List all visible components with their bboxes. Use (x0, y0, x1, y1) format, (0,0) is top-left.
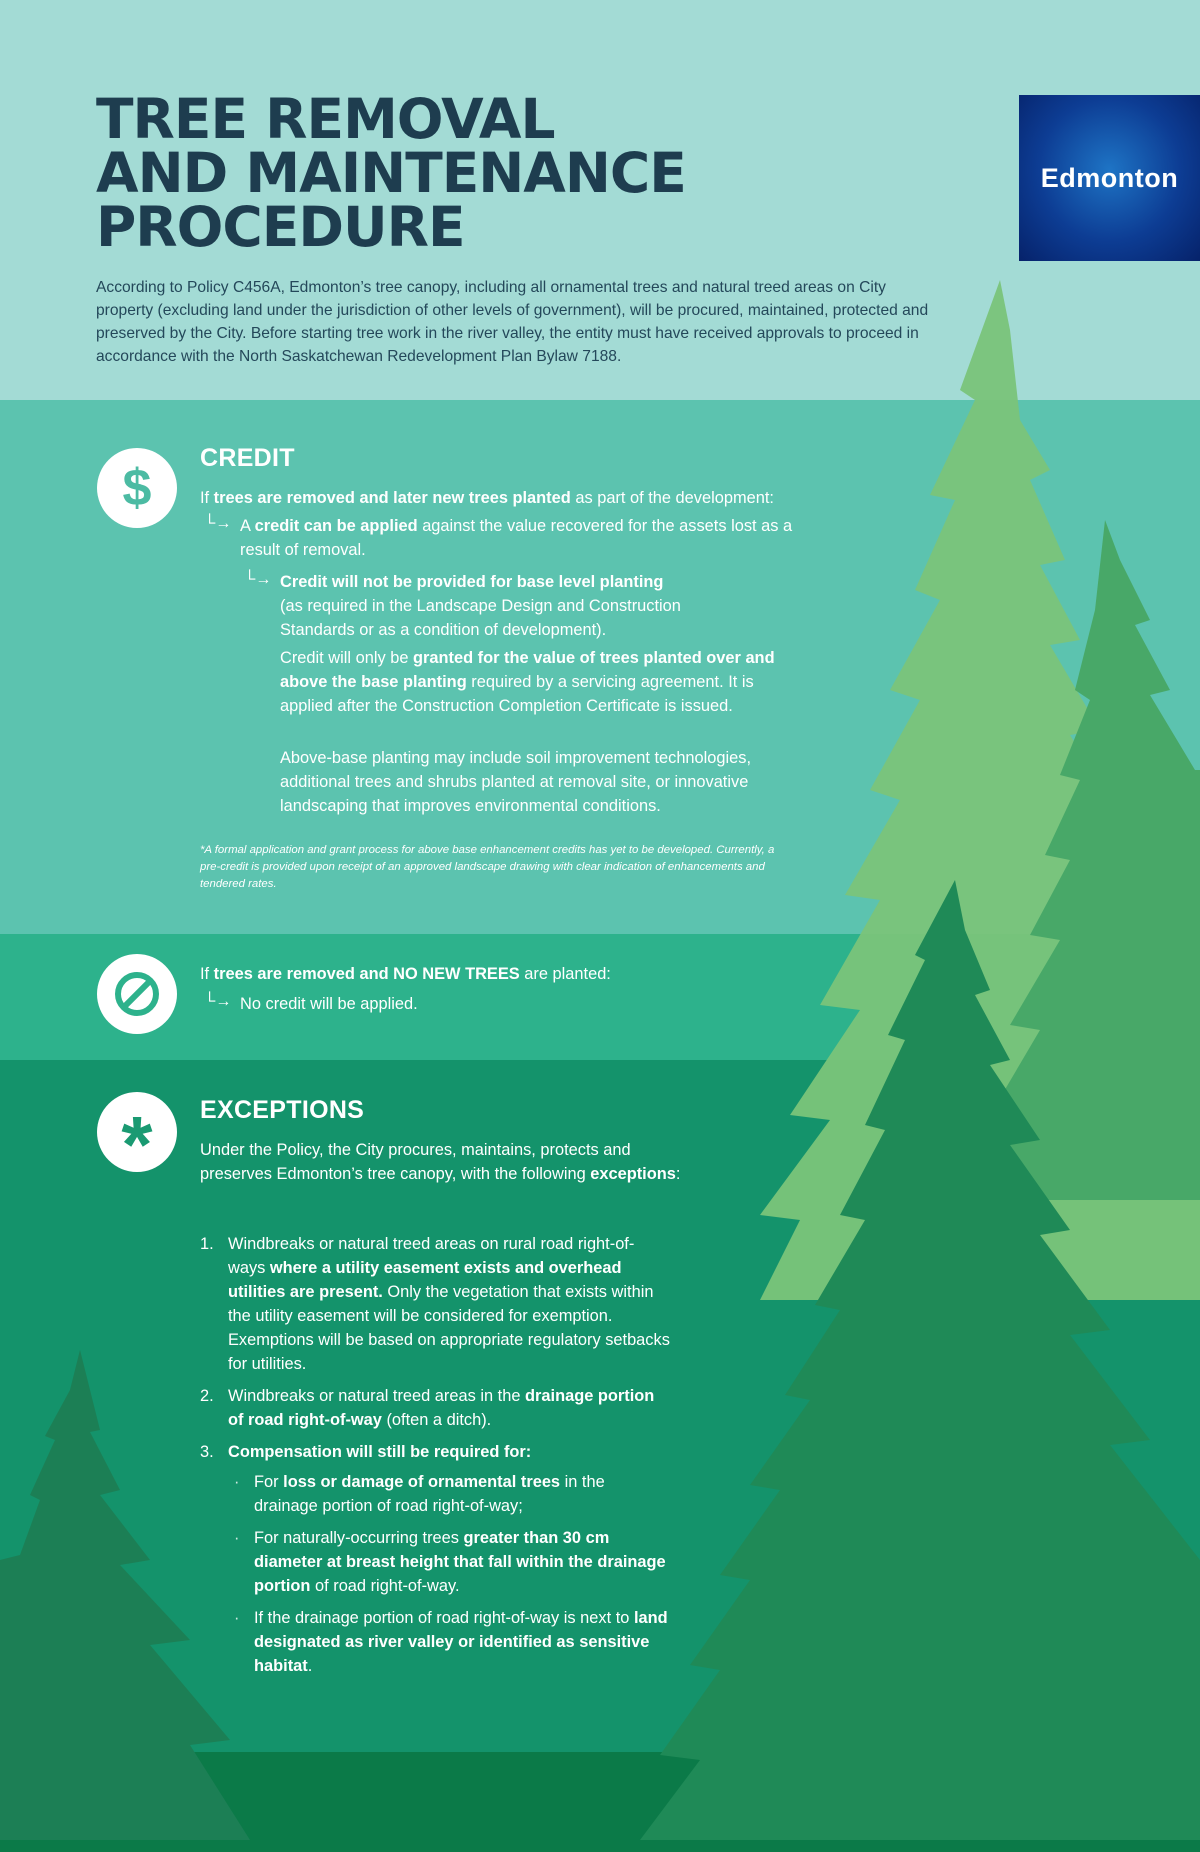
title-line-1: TREE REMOVAL (96, 87, 555, 151)
dollar-icon (97, 448, 177, 528)
exceptions-list (200, 1232, 670, 1686)
title-line-3: PROCEDURE (96, 195, 465, 259)
list-item: 3. Compensation will still be required for: · For loss or damage of ornamental trees in the drainage portion of road right-of-way; · For naturally-occurring trees greater than 30 cm diameter at breast height that fall within the drainage portion of road right-of-way. · If the drainage portion of road right-of-way is next to land designated as river valley or identified as sensitive habitat. (200, 1440, 670, 1678)
credit-footnote: *A formal application and grant process for above base enhancement credits has yet to be developed. Currently, a pre-credit is provided upon receipt of an approved landscape drawing with clear indication of enhancements and tendered rates. (200, 844, 775, 890)
dollar-glyph: $ (122, 459, 152, 517)
arrow-icon: └→ (204, 515, 232, 532)
sub-list-item: · For loss or damage of ornamental trees in the drainage portion of road right-of-way; (234, 1473, 605, 1515)
list-item: 1. Windbreaks or natural treed areas on rural road right-of-ways where a utility easement exists and overhead utilities are present. Only the vegetation that exists within the utility easement will be considered for exemption. Exemptions will be based on appropriate regulatory setbacks for utilities. (200, 1235, 670, 1373)
title-line-2: AND MAINTENANCE (96, 141, 686, 205)
credit-applied: A credit can be applied against the value recovered for the assets lost as a result of removal. (240, 517, 793, 559)
prohibited-icon (97, 954, 177, 1034)
sub-list-item: · If the drainage portion of road right-of-way is next to land designated as river valley or identified as sensitive habitat. (234, 1609, 668, 1675)
list-item: 2. Windbreaks or natural treed areas in the drainage portion of road right-of-way (often a ditch). (200, 1387, 655, 1429)
compensation-list (228, 1470, 670, 1678)
arrow-icon: └→ (204, 993, 232, 1010)
credit-above-base: Above-base planting may include soil improvement technologies, additional trees and shrubs planted at removal site, or innovative landscaping that improves environmental conditions. (280, 749, 752, 815)
sub-list-item: · For naturally-occurring trees greater than 30 cm diameter at breast height that fall within the drainage portion of road right-of-way. (234, 1529, 666, 1595)
asterisk-icon (97, 1092, 177, 1189)
page-title (96, 87, 686, 259)
no-credit-result: No credit will be applied. (240, 995, 418, 1013)
exceptions-intro: Under the Policy, the City procures, maintains, protects and preserves Edmonton’s tree canopy, with the following exceptions: (200, 1141, 681, 1183)
asterisk-glyph: * (121, 1100, 153, 1189)
credit-condition: If trees are removed and later new trees planted as part of the development: (200, 489, 774, 507)
logo-text: Edmonton (1040, 162, 1179, 193)
credit-heading: CREDIT (200, 444, 295, 472)
edmonton-logo (1019, 95, 1200, 261)
exceptions-heading: EXCEPTIONS (200, 1096, 365, 1124)
intro-paragraph: According to Policy C456A, Edmonton’s tree canopy, including all ornamental trees and natural treed areas on City property (excluding land under the jurisdiction of other levels of government), will be procured, maintained, protected and preserved by the City. Before starting tree work in the river valley, the entity must have received approvals to proceed in accordance with the North Saskatchewan Redevelopment Plan Bylaw 7188. (96, 279, 929, 365)
no-credit-condition: If trees are removed and NO NEW TREES are planted: (200, 965, 611, 983)
arrow-icon: └→ (244, 571, 272, 588)
credit-granted: Credit will only be granted for the value of trees planted over and above the base planting required by a servicing agreement. It is applied after the Construction Completion Certificate is issued. (280, 649, 775, 715)
credit-base-level: Credit will not be provided for base level planting (as required in the Landscape Design and Construction Standards or as a condition of development). (280, 573, 681, 639)
prohibited-glyph (112, 969, 162, 1019)
